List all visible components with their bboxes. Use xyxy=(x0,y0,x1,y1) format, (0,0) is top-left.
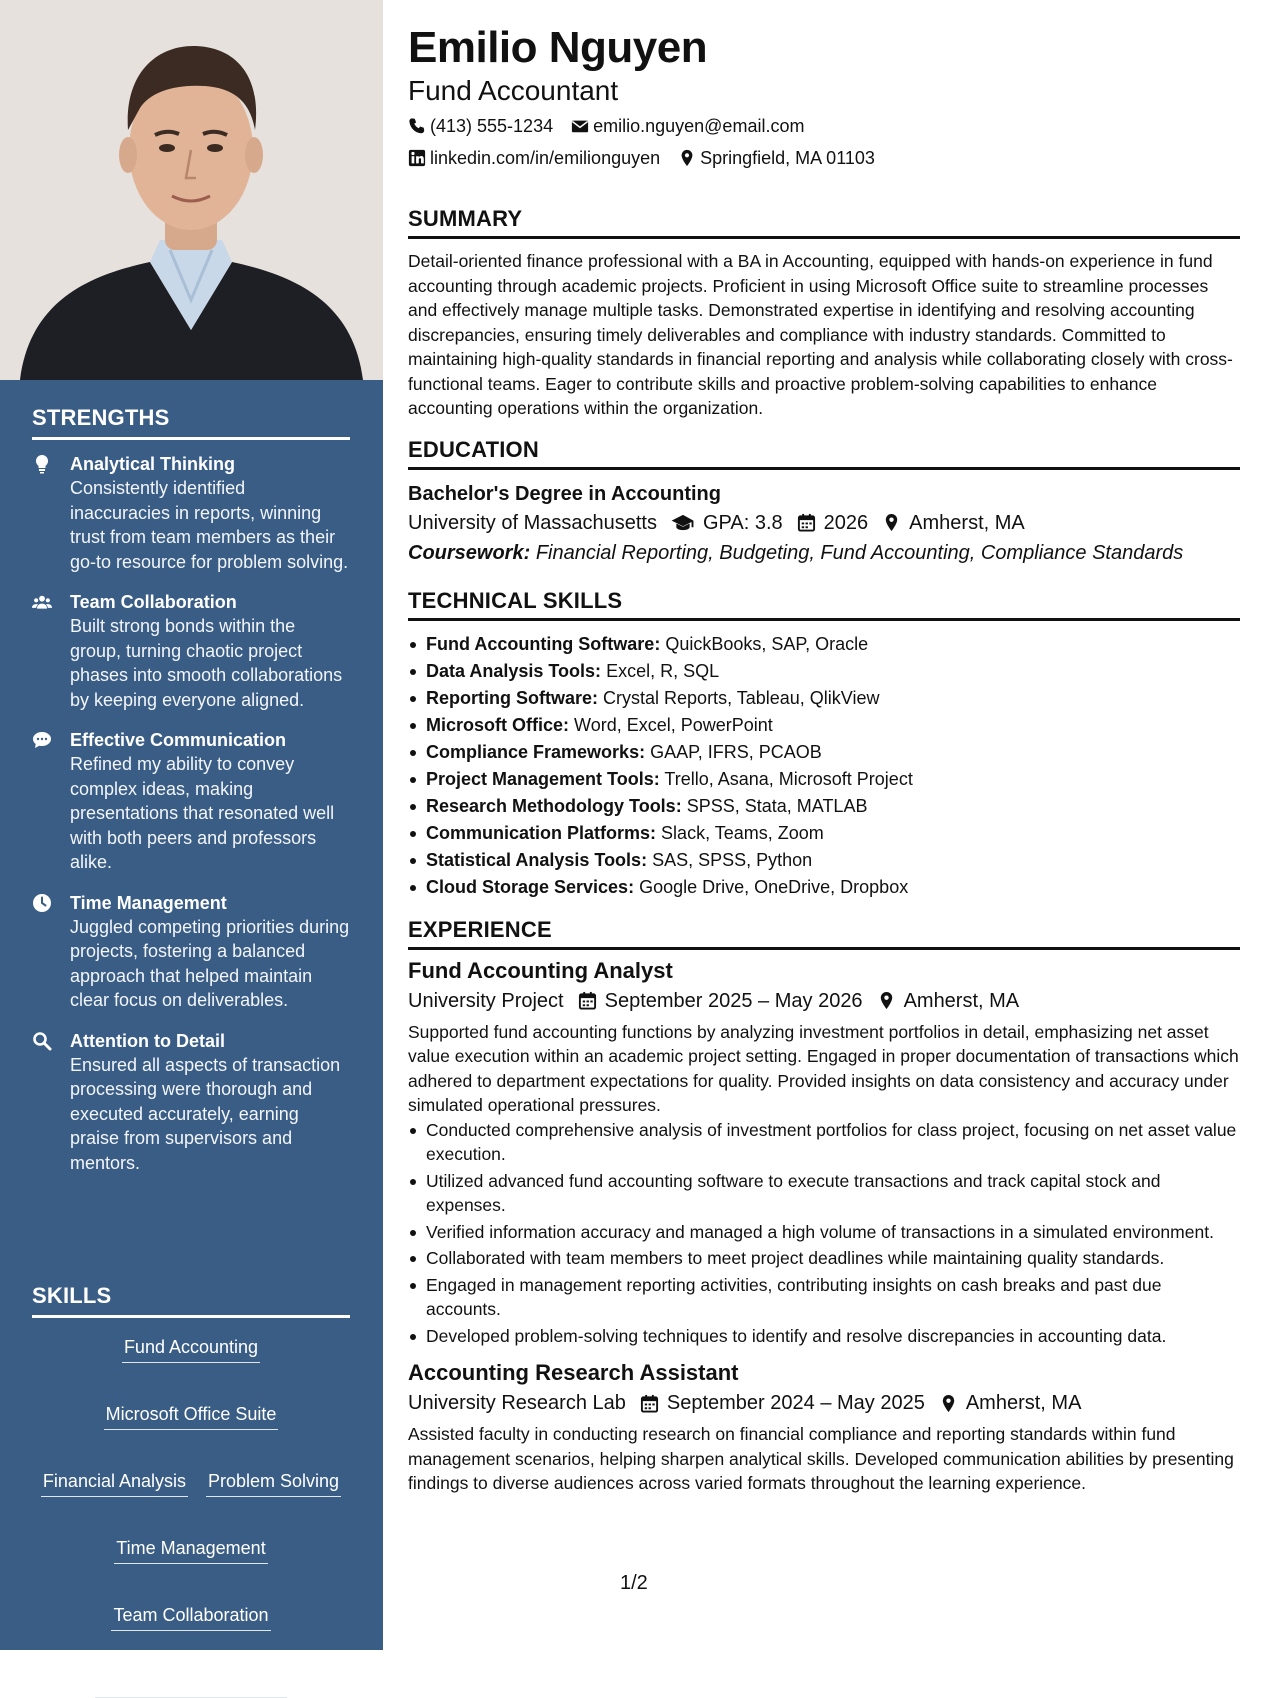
strength-item xyxy=(32,1029,350,1176)
map-pin-icon xyxy=(678,149,696,167)
map-pin-icon xyxy=(882,513,901,532)
skill-value: Trello, Asana, Microsoft Project xyxy=(664,768,913,789)
strength-description: Built strong bonds within the group, turning chaotic project phases into smooth collaborations by keeping everyone aligned. xyxy=(70,616,343,710)
technical-skills-list xyxy=(408,631,1240,901)
job-org: University Research Lab xyxy=(408,1392,626,1414)
list-item xyxy=(408,847,1240,874)
skill-value: Crystal Reports, Tableau, QlikView xyxy=(603,687,880,708)
skill-label: Cloud Storage Services: xyxy=(426,876,635,897)
skill-value: QuickBooks, SAP, Oracle xyxy=(665,633,869,654)
job-summary: Assisted faculty in conducting research on financial compliance and reporting standards within fund management scenarios, helping sharpen analytical skills. Developed communication abilities by presenting findings to diverse audiences across varied formats throughout the learning experience. xyxy=(408,1424,1234,1493)
contact-line xyxy=(408,146,1240,170)
education-title: EDUCATION xyxy=(408,437,1240,470)
list-item xyxy=(408,658,1240,685)
skill-value: SPSS, Stata, MATLAB xyxy=(686,795,868,816)
summary-section xyxy=(408,206,1240,421)
technical-skills-section xyxy=(408,588,1240,901)
skill-label: Reporting Software: xyxy=(426,687,599,708)
degree-title: Bachelor's Degree in Accounting xyxy=(408,482,721,505)
school-name: University of Massachusetts xyxy=(408,511,657,534)
graduation-cap-icon xyxy=(671,513,695,532)
skill-value: Word, Excel, PowerPoint xyxy=(574,714,773,735)
skill-value: GAAP, IFRS, PCAOB xyxy=(650,741,822,762)
phone-icon xyxy=(408,117,426,135)
list-item xyxy=(408,874,1240,901)
job-summary: Supported fund accounting functions by analyzing investment portfolios in detail, emphasizing net asset value execution within an academic project setting. Engaged in proper documentation of transactions which adhered to department expectations for quality. Provided insights on data consistency and accuracy under simulated operational pressures. xyxy=(408,1021,1239,1115)
list-item: Engaged in management reporting activities, contributing insights on cash breaks and past due accounts. xyxy=(408,1273,1240,1322)
map-pin-icon xyxy=(939,1394,958,1413)
page-number: 1/2 xyxy=(620,1572,648,1594)
clock-icon xyxy=(32,891,70,1013)
skill-label: Project Management Tools: xyxy=(426,768,660,789)
lightbulb-icon xyxy=(32,452,70,574)
job-meta xyxy=(408,1388,1240,1418)
contact-linkedin[interactable] xyxy=(408,146,660,170)
skill-label: Research Methodology Tools: xyxy=(426,795,682,816)
candidate-name: Emilio Nguyen xyxy=(408,23,708,72)
strength-description: Consistently identified inaccuracies in reports, winning trust from team members as their go-to resource for problem solving. xyxy=(70,478,349,572)
job-dates: September 2025 – May 2026 xyxy=(604,989,863,1012)
list-item xyxy=(408,712,1240,739)
experience-entry xyxy=(408,1358,1240,1496)
skill-label: Compliance Frameworks: xyxy=(426,741,646,762)
list-item: Conducted comprehensive analysis of investment portfolios for class project, focusing on net asset value execution. xyxy=(408,1118,1240,1167)
coursework-label: Coursework: xyxy=(408,541,531,564)
experience-entry xyxy=(408,956,1240,1349)
strength-description: Juggled competing priorities during projects, fostering a balanced approach that helped maintain clear focus on deliverables. xyxy=(70,916,350,1010)
skill-tag: Transaction Processing xyxy=(95,1671,286,1698)
job-role: Accounting Research Assistant xyxy=(408,1360,739,1385)
skill-label: Fund Accounting Software: xyxy=(426,633,661,654)
phone-text: (413) 555-1234 xyxy=(430,116,554,136)
gpa-text: GPA: 3.8 xyxy=(702,511,783,534)
main-content xyxy=(408,22,1240,1496)
experience-section xyxy=(408,917,1240,1496)
list-item: Verified information accuracy and managed a high volume of transactions in a simulated environment. xyxy=(408,1220,1240,1245)
calendar-icon xyxy=(797,513,816,532)
sidebar xyxy=(0,0,383,1692)
envelope-icon xyxy=(571,117,589,135)
strength-title: Team Collaboration xyxy=(70,592,237,612)
skill-label: Microsoft Office: xyxy=(426,714,570,735)
education-meta xyxy=(408,508,1240,538)
skill-label: Data Analysis Tools: xyxy=(426,660,602,681)
location-text: Springfield, MA 01103 xyxy=(700,148,875,168)
skill-tag: Time Management xyxy=(114,1537,267,1564)
job-location: Amherst, MA xyxy=(965,1392,1082,1414)
list-item xyxy=(408,766,1240,793)
job-bullets xyxy=(408,1118,1240,1349)
list-item xyxy=(408,820,1240,847)
education-section xyxy=(408,437,1240,568)
users-icon xyxy=(32,590,70,712)
chat-bubble-icon xyxy=(32,728,70,875)
profile-photo xyxy=(0,0,383,380)
job-org: University Project xyxy=(408,989,564,1012)
skills-list xyxy=(32,1330,350,1698)
linkedin-icon xyxy=(408,149,426,167)
skill-tag: Problem Solving xyxy=(206,1470,341,1497)
strengths-title: STRENGTHS xyxy=(32,405,350,440)
magnifier-icon xyxy=(32,1029,70,1176)
email-link[interactable]: emilio.nguyen@email.com xyxy=(593,116,805,136)
coursework-line xyxy=(408,538,1240,568)
strength-title: Time Management xyxy=(70,892,227,913)
strength-item xyxy=(32,728,350,875)
skill-tag: Financial Analysis xyxy=(41,1470,188,1497)
strength-item xyxy=(32,452,350,574)
profile-photo-illustration xyxy=(0,0,383,380)
strength-description: Ensured all aspects of transaction processing were thorough and executed accurately, earning praise from supervisors and mentors. xyxy=(70,1054,341,1173)
summary-text: Detail-oriented finance professional with a BA in Accounting, equipped with hands-on experience in fund accounting through academic projects. Proficient in using Microsoft Office suite to streamline processes and effectively manage multiple tasks. Demonstrated expertise in identifying and resolving accounting discrepancies, ensuring timely deliverables and compliance with industry standards. Committed to maintaining high-quality standards in financial reporting and analysis while collaborating closely with cross-functional teams. Eager to contribute skills and proactive problem-solving capabilities to enhance accounting operations within the organization. xyxy=(408,251,1233,418)
summary-title: SUMMARY xyxy=(408,206,1240,239)
list-item xyxy=(408,685,1240,712)
experience-title: EXPERIENCE xyxy=(408,917,1240,950)
skills-title: SKILLS xyxy=(32,1283,350,1318)
contact-email[interactable] xyxy=(571,114,804,138)
skill-label: Communication Platforms: xyxy=(426,822,657,843)
strength-description: Refined my ability to convey complex ideas, making presentations that resonated well with both peers and professors alike. xyxy=(70,754,335,872)
strength-title: Attention to Detail xyxy=(70,1030,225,1051)
strength-title: Analytical Thinking xyxy=(70,454,236,474)
skill-value: Excel, R, SQL xyxy=(606,660,720,681)
job-dates: September 2024 – May 2025 xyxy=(666,1392,925,1414)
skill-value: Google Drive, OneDrive, Dropbox xyxy=(639,876,909,897)
coursework-list: Financial Reporting, Budgeting, Fund Accounting, Compliance Standards xyxy=(535,541,1184,564)
list-item: Collaborated with team members to meet project deadlines while maintaining quality standards. xyxy=(408,1246,1240,1271)
calendar-icon xyxy=(578,991,597,1010)
education-location: Amherst, MA xyxy=(909,511,1025,534)
skill-tag: Microsoft Office Suite xyxy=(104,1403,279,1430)
skill-label: Statistical Analysis Tools: xyxy=(426,849,648,870)
list-item xyxy=(408,631,1240,658)
candidate-title: Fund Accountant xyxy=(408,75,619,106)
graduation-year: 2026 xyxy=(823,511,869,534)
technical-skills-title: TECHNICAL SKILLS xyxy=(408,588,1240,621)
calendar-icon xyxy=(640,1394,659,1413)
skill-value: SAS, SPSS, Python xyxy=(652,849,813,870)
job-meta xyxy=(408,986,1240,1016)
linkedin-link[interactable]: linkedin.com/in/emilionguyen xyxy=(430,148,661,168)
contact-line xyxy=(408,114,1240,138)
map-pin-icon xyxy=(877,991,896,1010)
skills-section xyxy=(32,1283,350,1698)
skill-tag: Team Collaboration xyxy=(111,1604,270,1631)
contact-phone xyxy=(408,114,553,138)
job-role: Fund Accounting Analyst xyxy=(408,957,673,983)
strength-title: Effective Communication xyxy=(70,730,287,750)
list-item: Developed problem-solving techniques to identify and resolve discrepancies in accounting data. xyxy=(408,1324,1240,1349)
contact-location xyxy=(678,146,875,170)
skill-tag: Fund Accounting xyxy=(122,1336,260,1363)
strengths-section xyxy=(32,405,350,1191)
list-item: Utilized advanced fund accounting software to execute transactions and track capital stock and expenses. xyxy=(408,1169,1240,1218)
list-item xyxy=(408,739,1240,766)
skill-value: Slack, Teams, Zoom xyxy=(661,822,824,843)
list-item xyxy=(408,793,1240,820)
strength-item xyxy=(32,891,350,1013)
job-location: Amherst, MA xyxy=(903,989,1020,1012)
strength-item xyxy=(32,590,350,712)
